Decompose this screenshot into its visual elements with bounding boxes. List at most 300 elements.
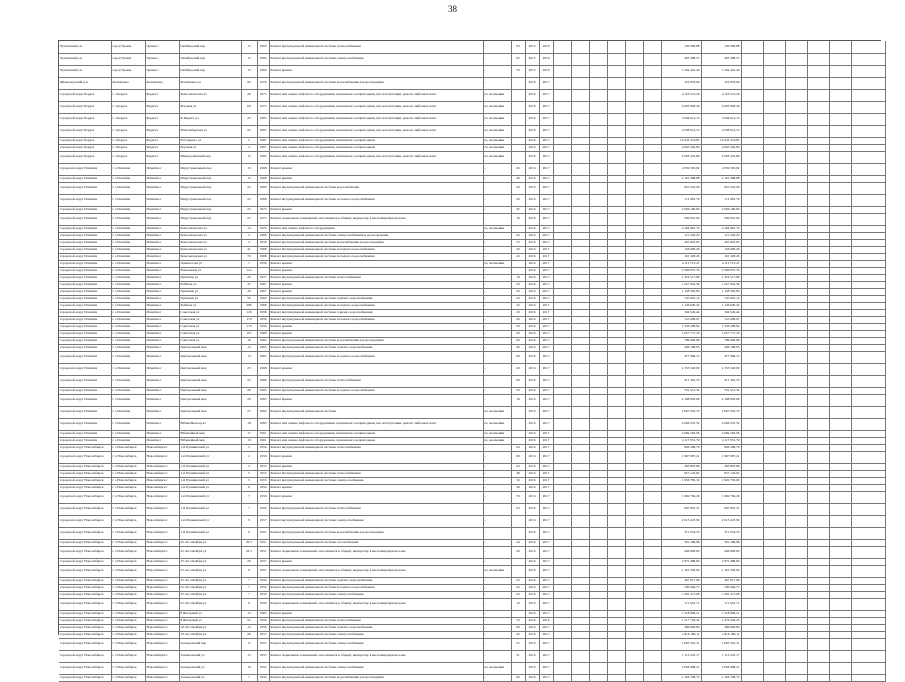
table-cell [785, 309, 807, 316]
table-cell: 2017 [539, 631, 553, 638]
table-cell: 2017 [539, 101, 553, 113]
table-cell: 269 198,03 [661, 344, 701, 351]
table-cell [741, 477, 763, 484]
table-cell [643, 232, 661, 239]
table-cell [741, 151, 763, 163]
table-cell [643, 144, 661, 151]
table-cell: 2016 [525, 394, 539, 406]
table-cell [571, 302, 589, 309]
table-cell: 1 816 180,11 [661, 631, 701, 638]
table-cell: г о Искитим [111, 437, 145, 444]
table-cell [643, 274, 661, 281]
table-cell [785, 387, 807, 394]
table-cell [607, 302, 625, 309]
table-cell: 25 [511, 638, 525, 650]
table-cell [829, 539, 851, 546]
table-cell: Ремонт внутридомовой инженерной системы теплоснабжения [269, 470, 483, 477]
table-cell: Ремонт или замена лифтового оборудования, признанного непригодным [269, 430, 483, 437]
table-cell: - [483, 451, 511, 463]
table-cell: городской округ Новосибирск [59, 463, 111, 470]
table-cell [741, 624, 763, 631]
table-cell: 1 227 943,30 [661, 281, 701, 288]
table-cell: 45 [511, 163, 525, 175]
table-cell [851, 451, 885, 463]
table-cell: городской округ Новосибирск [59, 577, 111, 584]
table-cell: 2016 [525, 451, 539, 463]
table-cell [807, 41, 829, 53]
table-cell [785, 53, 807, 65]
table-cell [589, 344, 607, 351]
table-cell [807, 213, 829, 225]
table-cell [625, 503, 643, 515]
table-cell: 2 168 905,06 [701, 394, 741, 406]
table-cell: Искитим г [145, 344, 179, 351]
table-cell [643, 239, 661, 246]
table-cell [643, 194, 661, 206]
table-cell: г о Новосибирск [111, 610, 145, 617]
table-cell [785, 267, 807, 274]
table-cell [829, 125, 851, 137]
table-cell [851, 274, 885, 281]
table-cell: Комсомольская ул [179, 225, 241, 232]
table-cell [571, 288, 589, 295]
table-cell: Искитим г [145, 239, 179, 246]
table-cell: Октябрьский пер [179, 65, 241, 77]
table-cell: городской округ Искитим [59, 288, 111, 295]
table-cell: 101 [241, 101, 257, 113]
table-cell: 561 286,86 [661, 539, 701, 546]
table-cell: Ремонт или замена лифтового оборудования, признанного непригодным для эксплуатации, ремонт лифтовых шахт [269, 89, 483, 101]
table-cell [829, 444, 851, 451]
table-row [59, 206, 885, 213]
table-cell [807, 674, 829, 681]
table-cell [511, 406, 525, 418]
table-row [59, 546, 885, 558]
table-cell [643, 527, 661, 539]
table-cell: 906 288,78 [701, 444, 741, 451]
table-cell: 2017 [539, 295, 553, 302]
table-cell: 120 [241, 309, 257, 316]
table-cell: 1968 [257, 163, 269, 175]
table-cell: - [483, 484, 511, 491]
table-cell: городской округ Искитим [59, 302, 111, 309]
table-cell [625, 674, 643, 681]
table-cell: Искитим г [145, 418, 179, 430]
table-cell [741, 53, 763, 65]
table-cell [763, 558, 785, 565]
table-cell [553, 337, 571, 344]
table-cell [829, 584, 851, 591]
table-cell: Ремонт внутридомовой инженерной системы водоснабжения и водоотведения [269, 337, 483, 344]
table-cell: 1957 [257, 565, 269, 577]
table-cell [763, 274, 785, 281]
table-cell [785, 330, 807, 337]
table-row [59, 565, 885, 577]
table-cell [643, 387, 661, 394]
table-cell: городской округ Новосибирск [59, 484, 111, 491]
table-cell [625, 295, 643, 302]
table-cell: - [483, 463, 511, 470]
table-cell: 1-й Пушкинский ул [179, 444, 241, 451]
table-cell: 2017 [539, 246, 553, 253]
table-cell: - [483, 610, 511, 617]
table-cell: Новосибирск г [145, 650, 179, 662]
table-cell [553, 182, 571, 194]
table-cell [571, 175, 589, 182]
table-cell: 2016 [525, 565, 539, 577]
table-cell: 6 [241, 565, 257, 577]
table-cell [607, 477, 625, 484]
table-cell [553, 295, 571, 302]
table-cell [741, 351, 763, 363]
table-cell: 2017 [539, 113, 553, 125]
table-cell: 1957 [257, 527, 269, 539]
table-cell [607, 484, 625, 491]
table-cell [643, 444, 661, 451]
table-cell [511, 144, 525, 151]
table-cell [785, 437, 807, 444]
table-cell: 2016 [525, 610, 539, 617]
table-cell [807, 77, 829, 89]
table-cell [643, 182, 661, 194]
table-cell: 2016 [525, 246, 539, 253]
table-cell [829, 631, 851, 638]
table-cell: Ремонт внутридомовой инженерной системы теплоснабжения [269, 503, 483, 515]
table-cell [829, 558, 851, 565]
table-cell [511, 565, 525, 577]
table-cell: 1 556 298,82 [701, 323, 741, 330]
table-cell: 2017 [539, 598, 553, 610]
table-cell: Индустриальный пер [179, 163, 241, 175]
table-cell: Новосибирск г [145, 638, 179, 650]
table-cell: 1956 [257, 484, 269, 491]
table-cell: 1968 [257, 175, 269, 182]
table-cell [589, 527, 607, 539]
table-cell [829, 351, 851, 363]
table-cell [851, 394, 885, 406]
table-cell [553, 113, 571, 125]
table-cell [553, 674, 571, 681]
table-cell [829, 406, 851, 418]
table-cell: 20 [511, 546, 525, 558]
table-cell: 2016 [525, 175, 539, 182]
table-cell: по окончании [483, 418, 511, 430]
table-cell [607, 674, 625, 681]
table-cell: 1968 [257, 363, 269, 375]
table-cell: - [483, 344, 511, 351]
table-cell [785, 584, 807, 591]
table-cell: Ремонт внутридомовой инженерной системы холодного водоснабжения [269, 584, 483, 591]
table-cell: 125 876,06 [701, 77, 741, 89]
table-cell [571, 451, 589, 463]
table-cell [643, 175, 661, 182]
table-cell [625, 89, 643, 101]
table-cell: 2017 [539, 309, 553, 316]
table-cell [785, 674, 807, 681]
table-cell: 23 [241, 206, 257, 213]
table-row [59, 253, 885, 260]
table-cell [741, 316, 763, 323]
table-cell [851, 591, 885, 598]
table-row [59, 163, 885, 175]
table-cell [571, 137, 589, 144]
table-row [59, 232, 885, 239]
table-cell [829, 288, 851, 295]
table-cell [829, 491, 851, 503]
table-cell: городской округ Искитим [59, 281, 111, 288]
table-cell: 1 657 771,30 [661, 330, 701, 337]
table-cell [571, 584, 589, 591]
table-cell: городской округ Новосибирск [59, 477, 111, 484]
table-cell: по окончании [483, 225, 511, 232]
table-cell [607, 253, 625, 260]
table-cell: 68 [511, 451, 525, 463]
table-cell [571, 430, 589, 437]
table-cell [589, 295, 607, 302]
table-row [59, 101, 885, 113]
table-cell: 1959 [257, 598, 269, 610]
table-cell: 13 [241, 65, 257, 77]
table-cell [571, 662, 589, 674]
table-cell: 2016 [525, 674, 539, 681]
table-cell [553, 477, 571, 484]
table-cell: Центральный мкр [179, 363, 241, 375]
table-row [59, 617, 885, 624]
table-cell: Ремонт крыши [269, 330, 483, 337]
table-cell [763, 394, 785, 406]
table-cell: 2016 [525, 617, 539, 624]
table-cell [643, 650, 661, 662]
table-cell [763, 617, 785, 624]
table-row [59, 260, 885, 267]
table-cell: г о Новосибирск [111, 484, 145, 491]
table-cell: 43 [511, 584, 525, 591]
table-cell: Заельцовский пер [179, 638, 241, 650]
table-cell [829, 515, 851, 527]
table-cell: 22 [241, 194, 257, 206]
table-cell [607, 113, 625, 125]
table-cell [829, 316, 851, 323]
table-cell [785, 610, 807, 617]
table-cell: 407 617,08 [701, 577, 741, 584]
table-cell [571, 577, 589, 584]
table-cell [571, 330, 589, 337]
table-cell: Искитим г [145, 337, 179, 344]
table-cell [625, 302, 643, 309]
table-cell [607, 288, 625, 295]
table-cell [643, 577, 661, 584]
table-cell [763, 484, 785, 491]
table-cell: 170 [241, 323, 257, 330]
table-cell [785, 77, 807, 89]
table-cell: 19 [511, 213, 525, 225]
table-cell [829, 113, 851, 125]
table-cell: 4 119 521,29 [661, 89, 701, 101]
table-cell: 2017 [539, 302, 553, 309]
table-row [59, 515, 885, 527]
table-cell [571, 375, 589, 387]
table-cell: 4 184 967,70 [701, 225, 741, 232]
table-row [59, 363, 885, 375]
table-cell: 2016 [539, 65, 553, 77]
table-cell: Ремонт внутридомовой инженерной системы электроснабжения [269, 477, 483, 484]
table-cell: городской округ Искитим [59, 418, 111, 430]
table-cell [785, 565, 807, 577]
table-cell [607, 394, 625, 406]
table-cell [851, 598, 885, 610]
table-cell: - [483, 674, 511, 681]
table-cell [741, 144, 763, 151]
table-cell: 2 067 002,70 [661, 406, 701, 418]
table-cell: Новосибирск г [145, 674, 179, 681]
table-cell: 121 203,20 [701, 232, 741, 239]
table-cell: г о Искитим [111, 295, 145, 302]
table-cell [807, 260, 829, 267]
table-cell [785, 418, 807, 430]
table-cell: г о Бердск [111, 144, 145, 151]
table-cell [571, 267, 589, 274]
table-cell: 25 [241, 363, 257, 375]
table-cell [571, 125, 589, 137]
table-cell: Искитим г [145, 194, 179, 206]
table-cell [589, 546, 607, 558]
table-cell: 4 069 263,06 [661, 430, 701, 437]
table-cell: городской округ Искитим [59, 274, 111, 281]
table-cell: 2016 [525, 163, 539, 175]
table-cell: городской округ Искитим [59, 253, 111, 260]
table-cell [643, 77, 661, 89]
table-cell: - [483, 650, 511, 662]
table-cell: Ремонт внутридомовой инженерной системы электроснабжения [269, 638, 483, 650]
table-cell: 2016 [525, 225, 539, 232]
table-cell: 700 964,77 [701, 584, 741, 591]
table-cell: 56 [511, 477, 525, 484]
table-cell [851, 491, 885, 503]
table-cell: городской округ Новосибирск [59, 527, 111, 539]
table-cell [829, 281, 851, 288]
table-cell [851, 163, 885, 175]
table-cell [807, 194, 829, 206]
table-cell: г о Искитим [111, 274, 145, 281]
table-cell: 2017 [539, 137, 553, 144]
table-cell [829, 239, 851, 246]
table-cell: 1973 [257, 213, 269, 225]
table-cell: 48 [511, 470, 525, 477]
table-cell: 2016 [539, 41, 553, 53]
table-cell: 121 203,20 [661, 232, 701, 239]
table-cell: 1987 [257, 137, 269, 144]
table-cell: Искитим г [145, 274, 179, 281]
table-cell [589, 539, 607, 546]
table-cell: 2016 [525, 631, 539, 638]
table-cell: 2017 [539, 260, 553, 267]
table-cell [589, 288, 607, 295]
table-cell: 2017 [539, 418, 553, 430]
table-cell: городской округ Новосибирск [59, 565, 111, 577]
table-cell [829, 565, 851, 577]
table-cell: Заельцовский ул [179, 662, 241, 674]
table-cell: Ремонт крыши [269, 363, 483, 375]
table-cell: г о Искитим [111, 175, 145, 182]
table-cell: 1 138 302,80 [661, 288, 701, 295]
table-cell: 2 161 588,88 [701, 175, 741, 182]
table-cell [829, 323, 851, 330]
table-cell [589, 65, 607, 77]
table-cell [607, 375, 625, 387]
table-cell: 25 лет Октября ул [179, 577, 241, 584]
table-cell: Ремонт крыши [269, 558, 483, 565]
table-cell: 18 [241, 418, 257, 430]
table-cell: Ремонт внутридомовой инженерной системы холодного водоснабжения [269, 246, 483, 253]
table-cell [643, 363, 661, 375]
table-cell: 41 [241, 246, 257, 253]
table-cell [607, 144, 625, 151]
table-cell [741, 591, 763, 598]
table-cell: городской округ Новосибирск [59, 591, 111, 598]
table-cell: 2016 [525, 584, 539, 591]
table-cell [607, 65, 625, 77]
capital-repair-table [58, 40, 881, 679]
table-cell: Новосибирская ул [179, 125, 241, 137]
table-cell: 1983 [257, 418, 269, 430]
table-cell [625, 113, 643, 125]
table-cell: 43 [511, 577, 525, 584]
table-cell [851, 546, 885, 558]
table-cell: Комсомольская ул [179, 239, 241, 246]
table-cell: городской округ Новосибирск [59, 650, 111, 662]
table-cell [607, 617, 625, 624]
table-cell [851, 650, 885, 662]
table-cell: 27 [241, 406, 257, 418]
table-cell: 4 117 051,79 [701, 437, 741, 444]
table-cell [625, 484, 643, 491]
table-cell: город Чулым [111, 65, 145, 77]
table-cell: 1 095 310,31 [661, 638, 701, 650]
table-cell [807, 610, 829, 617]
table-row [59, 437, 885, 444]
table-cell [589, 77, 607, 89]
table-cell [571, 363, 589, 375]
table-cell: г о Бердск [111, 101, 145, 113]
table-cell [785, 484, 807, 491]
table-row [59, 430, 885, 437]
table-cell [553, 53, 571, 65]
table-cell [589, 610, 607, 617]
table-cell: городской округ Искитим [59, 175, 111, 182]
table-cell: 1959 [257, 591, 269, 598]
table-cell [571, 617, 589, 624]
table-cell [571, 316, 589, 323]
table-cell [807, 617, 829, 624]
table-cell [807, 253, 829, 260]
table-cell: г о Новосибирск [111, 631, 145, 638]
table-cell: 20 [511, 194, 525, 206]
table-cell [571, 206, 589, 213]
table-cell [763, 144, 785, 151]
table-cell [851, 175, 885, 182]
table-cell [741, 206, 763, 213]
table-cell: 446 600,00 [701, 546, 741, 558]
table-cell: 3 [241, 239, 257, 246]
table-cell: 2 059 363,62 [661, 163, 701, 175]
table-cell [741, 546, 763, 558]
table-cell [589, 515, 607, 527]
table-cell: городской округ Новосибирск [59, 470, 111, 477]
table-cell: Искитим г [145, 206, 179, 213]
table-cell [643, 260, 661, 267]
table-cell: 2 013 247,90 [661, 515, 701, 527]
table-cell: 150 908,88 [701, 41, 741, 53]
